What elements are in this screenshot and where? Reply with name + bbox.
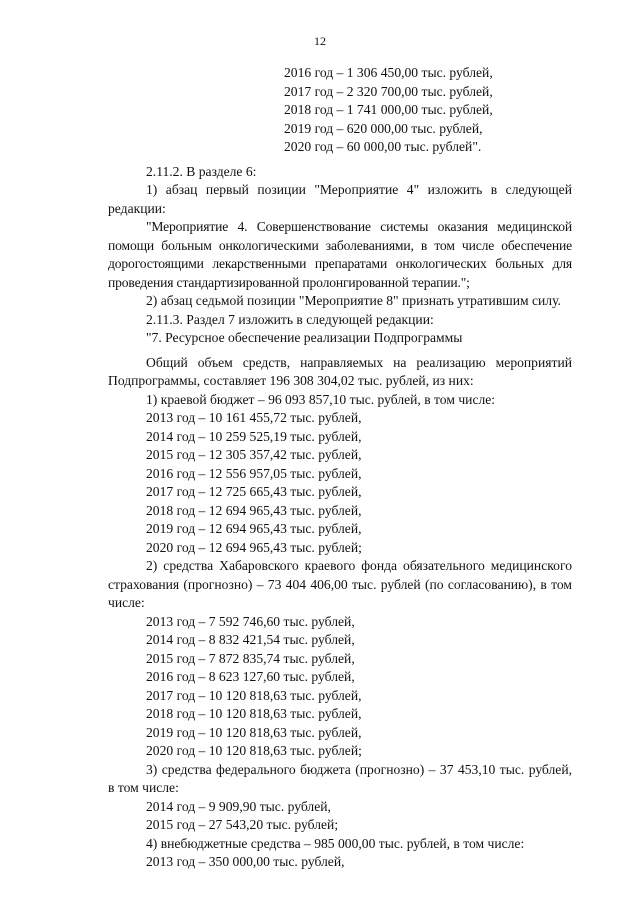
year-line: 2017 год – 2 320 700,00 тыс. рублей, [284,83,493,99]
year-line: 2017 год – 10 120 818,63 тыс. рублей, [146,687,362,703]
year-line: 2015 год – 7 872 835,74 тыс. рублей, [146,650,355,666]
paragraph: 4) внебюджетные средства – 985 000,00 тыс. рублей, в том числе: [146,835,525,851]
year-line: 2019 год – 12 694 965,43 тыс. рублей, [146,521,362,536]
page-number: 12 [314,34,326,48]
year-line: 2016 год – 12 556 957,05 тыс. рублей, [146,465,362,481]
regional-years-block [108,409,572,557]
year-line: 2013 год – 350 000,00 тыс. рублей, [146,854,345,869]
paragraph: 3) средства федерального бюджета (прогнозно) – 37 453,10 тыс. рублей, в том числе: [108,761,572,795]
year-line: 2018 год – 1 741 000,00 тыс. рублей, [284,102,493,117]
year-line: 2018 год – 12 694 965,43 тыс. рублей, [146,502,362,518]
top-years-block [108,64,572,157]
paragraph: 1) абзац первый позиции "Мероприятие 4" изложить в следующей редакции: [108,182,572,216]
paragraph: Общий объем средств, направляемых на реализацию мероприятий Подпрограммы, составляет 196 308 304,02 тыс. рублей, из них: [108,354,572,388]
section-title: "7. Ресурсное обеспечение реализации Подпрограммы [146,330,463,345]
fund-years-block [108,613,572,761]
offbudget-years-block [108,853,572,872]
year-line: 2019 год – 620 000,00 тыс. рублей, [284,120,483,136]
federal-years-block [108,798,572,835]
year-line: 2016 год – 8 623 127,60 тыс. рублей, [146,669,355,684]
paragraph: "Мероприятие 4. Совершенствование системы оказания медицинской помощи больным онкологическими заболеваниями, в том числе обеспечение дорогостоящими лекарственными препаратами онкологических больных для проведения стандартизированной пролонгированной терапии."; [108,219,572,290]
year-line: 2015 год – 27 543,20 тыс. рублей; [146,817,339,832]
year-line: 2020 год – 60 000,00 тыс. рублей". [284,139,482,154]
year-line: 2014 год – 8 832 421,54 тыс. рублей, [146,632,355,647]
section-heading: 2.11.3. Раздел 7 изложить в следующей редакции: [146,311,434,327]
year-line: 2013 год – 7 592 746,60 тыс. рублей, [146,613,355,629]
paragraph: 2) абзац седьмой позиции "Мероприятие 8" признать утратившим силу. [146,293,561,308]
year-line: 2019 год – 10 120 818,63 тыс. рублей, [146,724,362,740]
year-line: 2013 год – 10 161 455,72 тыс. рублей, [146,410,362,425]
year-line: 2016 год – 1 306 450,00 тыс. рублей, [284,65,493,80]
paragraph: 1) краевой бюджет – 96 093 857,10 тыс. рублей, в том числе: [146,391,496,407]
year-line: 2018 год – 10 120 818,63 тыс. рублей, [146,706,362,721]
section-heading: 2.11.2. В разделе 6: [146,163,257,179]
year-line: 2014 год – 9 909,90 тыс. рублей, [146,798,331,814]
year-line: 2017 год – 12 725 665,43 тыс. рублей, [146,484,362,499]
year-line: 2020 год – 10 120 818,63 тыс. рублей; [146,743,362,758]
year-line: 2014 год – 10 259 525,19 тыс. рублей, [146,428,362,444]
document-body [108,64,572,872]
paragraph: 2) средства Хабаровского краевого фонда обязательного медицинского страхования (прогнозно) – 73 404 406,00 тыс. рублей (по согласованию), в том числе: [108,558,572,610]
year-line: 2015 год – 12 305 357,42 тыс. рублей, [146,447,362,462]
year-line: 2020 год – 12 694 965,43 тыс. рублей; [146,539,362,555]
